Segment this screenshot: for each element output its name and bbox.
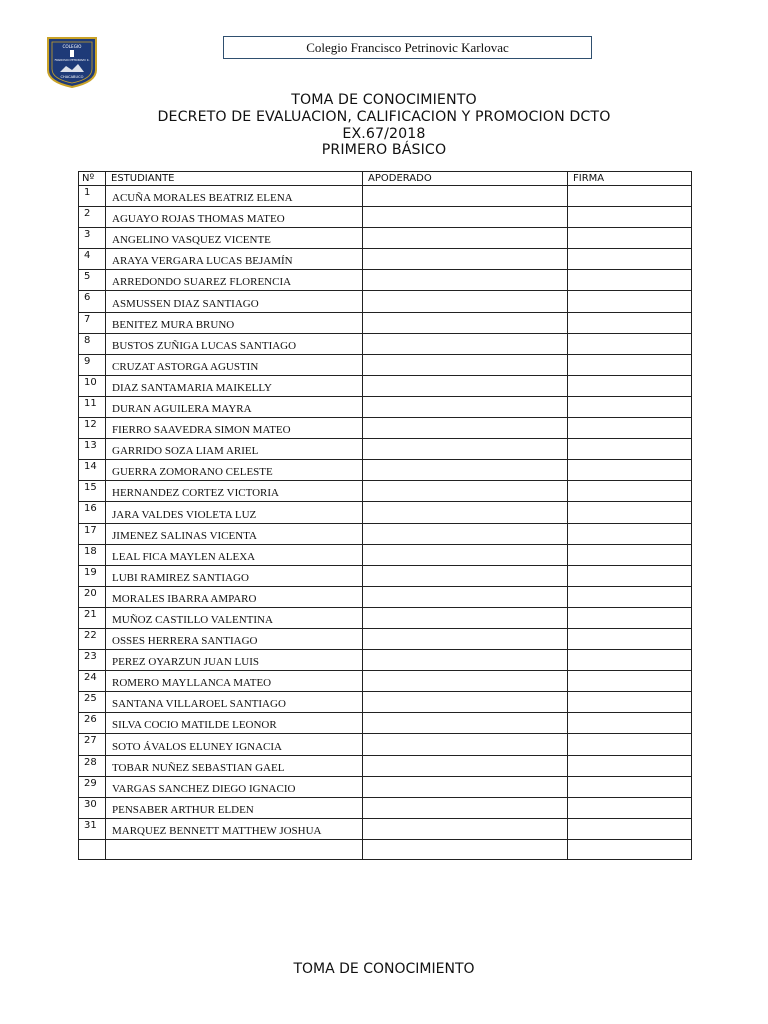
row-number-cell (79, 734, 106, 755)
guardian-cell (363, 396, 568, 417)
document-title (0, 92, 768, 159)
row-number: 26 (84, 714, 97, 726)
student-name: PENSABER ARTHUR ELDEN (106, 797, 363, 818)
table-row (79, 797, 692, 818)
row-number-cell (79, 333, 106, 354)
signature-cell (568, 776, 692, 797)
row-number-cell (79, 291, 106, 312)
row-number: 16 (84, 503, 97, 515)
row-number: 22 (84, 629, 97, 641)
guardian-cell (363, 818, 568, 839)
row-number-cell (79, 607, 106, 628)
guardian-cell (363, 207, 568, 228)
student-name: GUERRA ZOMORANO CELESTE (106, 460, 363, 481)
student-name: JARA VALDES VIOLETA LUZ (106, 502, 363, 523)
student-name: DIAZ SANTAMARIA MAIKELLY (106, 375, 363, 396)
row-number-cell (79, 207, 106, 228)
guardian-cell (363, 333, 568, 354)
table-row (79, 776, 692, 797)
row-number: 1 (84, 187, 91, 198)
row-number-cell (79, 818, 106, 839)
guardian-cell (363, 671, 568, 692)
guardian-cell (363, 776, 568, 797)
table-row (79, 565, 692, 586)
student-name: ARAYA VERGARA LUCAS BEJAMÍN (106, 249, 363, 270)
signature-cell (568, 312, 692, 333)
table-row (79, 375, 692, 396)
student-name: SOTO ÁVALOS ELUNEY IGNACIA (106, 734, 363, 755)
signature-cell (568, 734, 692, 755)
guardian-cell (363, 249, 568, 270)
table-row (79, 523, 692, 544)
school-crest-icon (46, 36, 98, 89)
student-name: VARGAS SANCHEZ DIEGO IGNACIO (106, 776, 363, 797)
row-number: 27 (84, 735, 97, 747)
header-signature: FIRMA (568, 172, 692, 186)
table-row (79, 713, 692, 734)
row-number: 20 (84, 587, 97, 599)
student-name: ACUÑA MORALES BEATRIZ ELENA (106, 186, 363, 207)
row-number: 14 (84, 461, 97, 473)
row-number: 25 (84, 693, 97, 705)
table-row (79, 818, 692, 839)
row-number-cell (79, 650, 106, 671)
table-row (79, 692, 692, 713)
table-row (79, 333, 692, 354)
table-row (79, 755, 692, 776)
footer-title: TOMA DE CONOCIMIENTO (293, 961, 475, 977)
row-number-cell (79, 502, 106, 523)
guardian-cell (363, 375, 568, 396)
crest-middle-text: FRANCISCO PETRINOVIC K. (54, 59, 90, 62)
student-name: LUBI RAMIREZ SANTIAGO (106, 565, 363, 586)
signature-cell (568, 818, 692, 839)
signature-cell (568, 671, 692, 692)
row-number: 29 (84, 777, 97, 789)
table-row (79, 671, 692, 692)
crest-bottom-text: CHACABUCO (60, 75, 84, 79)
row-number: 3 (84, 229, 91, 241)
table-row (79, 249, 692, 270)
row-number-cell (79, 312, 106, 333)
signature-cell (568, 249, 692, 270)
guardian-cell (363, 628, 568, 649)
student-name: HERNANDEZ CORTEZ VICTORIA (106, 481, 363, 502)
table-row (79, 354, 692, 375)
row-number-cell (79, 375, 106, 396)
student-name: BUSTOS ZUÑIGA LUCAS SANTIAGO (106, 333, 363, 354)
table-row (79, 186, 692, 207)
guardian-cell (363, 502, 568, 523)
row-number-cell (79, 270, 106, 291)
row-number: 23 (84, 651, 97, 663)
guardian-cell (363, 544, 568, 565)
row-number-cell (79, 671, 106, 692)
blank-cell (79, 839, 106, 859)
row-number: 31 (84, 819, 97, 831)
row-number-cell (79, 544, 106, 565)
signature-cell (568, 650, 692, 671)
row-number: 12 (84, 419, 97, 431)
row-number: 15 (84, 482, 97, 494)
signature-cell (568, 354, 692, 375)
row-number: 9 (84, 355, 91, 367)
signature-cell (568, 228, 692, 249)
guardian-cell (363, 228, 568, 249)
signature-cell (568, 797, 692, 818)
signature-cell (568, 439, 692, 460)
guardian-cell (363, 312, 568, 333)
row-number: 2 (84, 208, 91, 220)
guardian-cell (363, 354, 568, 375)
guardian-cell (363, 186, 568, 207)
student-name: DURAN AGUILERA MAYRA (106, 396, 363, 417)
blank-table-row (79, 839, 692, 859)
row-number-cell (79, 186, 106, 207)
student-roster-table (78, 171, 692, 860)
student-name: LEAL FICA MAYLEN ALEXA (106, 544, 363, 565)
row-number-cell (79, 565, 106, 586)
table-row (79, 544, 692, 565)
student-name: PEREZ OYARZUN JUAN LUIS (106, 650, 363, 671)
student-name: MARQUEZ BENNETT MATTHEW JOSHUA (106, 818, 363, 839)
guardian-cell (363, 565, 568, 586)
guardian-cell (363, 439, 568, 460)
row-number-cell (79, 776, 106, 797)
row-number: 17 (84, 524, 97, 536)
student-name: ANGELINO VASQUEZ VICENTE (106, 228, 363, 249)
table-row (79, 460, 692, 481)
student-name: ARREDONDO SUAREZ FLORENCIA (106, 270, 363, 291)
signature-cell (568, 333, 692, 354)
signature-cell (568, 544, 692, 565)
school-name-box: Colegio Francisco Petrinovic Karlovac (223, 36, 592, 59)
row-number: 5 (84, 271, 91, 283)
student-name: JIMENEZ SALINAS VICENTA (106, 523, 363, 544)
table-row (79, 312, 692, 333)
guardian-cell (363, 523, 568, 544)
row-number: 8 (84, 334, 91, 346)
student-name: AGUAYO ROJAS THOMAS MATEO (106, 207, 363, 228)
signature-cell (568, 628, 692, 649)
student-name: ASMUSSEN DIAZ SANTIAGO (106, 291, 363, 312)
table-header-row (79, 172, 692, 186)
table-row (79, 607, 692, 628)
table-row (79, 270, 692, 291)
row-number-cell (79, 586, 106, 607)
table-row (79, 628, 692, 649)
row-number: 4 (84, 250, 91, 262)
signature-cell (568, 291, 692, 312)
table-row (79, 650, 692, 671)
row-number: 13 (84, 440, 97, 452)
student-name: MORALES IBARRA AMPARO (106, 586, 363, 607)
row-number: 7 (84, 313, 91, 325)
guardian-cell (363, 460, 568, 481)
row-number: 10 (84, 376, 97, 388)
student-name: OSSES HERRERA SANTIAGO (106, 628, 363, 649)
student-name: FIERRO SAAVEDRA SIMON MATEO (106, 418, 363, 439)
row-number-cell (79, 523, 106, 544)
student-name: CRUZAT ASTORGA AGUSTIN (106, 354, 363, 375)
signature-cell (568, 713, 692, 734)
signature-cell (568, 523, 692, 544)
signature-cell (568, 481, 692, 502)
blank-cell (106, 839, 363, 859)
blank-cell (363, 839, 568, 859)
guardian-cell (363, 607, 568, 628)
table-row (79, 586, 692, 607)
student-name: MUÑOZ CASTILLO VALENTINA (106, 607, 363, 628)
student-name: BENITEZ MURA BRUNO (106, 312, 363, 333)
row-number: 6 (84, 292, 91, 304)
row-number-cell (79, 692, 106, 713)
row-number-cell (79, 249, 106, 270)
title-line-4: PRIMERO BÁSICO (321, 142, 447, 159)
row-number-cell (79, 418, 106, 439)
table-row (79, 734, 692, 755)
signature-cell (568, 607, 692, 628)
guardian-cell (363, 291, 568, 312)
row-number-cell (79, 628, 106, 649)
guardian-cell (363, 713, 568, 734)
row-number-cell (79, 439, 106, 460)
signature-cell (568, 755, 692, 776)
signature-cell (568, 207, 692, 228)
guardian-cell (363, 650, 568, 671)
signature-cell (568, 396, 692, 417)
row-number: 19 (84, 566, 97, 578)
guardian-cell (363, 481, 568, 502)
signature-cell (568, 270, 692, 291)
row-number-cell (79, 797, 106, 818)
row-number-cell (79, 460, 106, 481)
signature-cell (568, 186, 692, 207)
row-number: 21 (84, 608, 97, 620)
signature-cell (568, 375, 692, 396)
title-line-3: EX.67/2018 (342, 125, 426, 142)
guardian-cell (363, 734, 568, 755)
title-line-1: TOMA DE CONOCIMIENTO (291, 92, 477, 108)
blank-cell (568, 839, 692, 859)
header-student: ESTUDIANTE (106, 172, 363, 186)
student-name: TOBAR NUÑEZ SEBASTIAN GAEL (106, 755, 363, 776)
table-row (79, 481, 692, 502)
student-name: SILVA COCIO MATILDE LEONOR (106, 713, 363, 734)
guardian-cell (363, 586, 568, 607)
signature-cell (568, 502, 692, 523)
guardian-cell (363, 692, 568, 713)
row-number-cell (79, 713, 106, 734)
signature-cell (568, 692, 692, 713)
row-number: 28 (84, 756, 97, 768)
row-number: 11 (84, 397, 97, 409)
row-number-cell (79, 755, 106, 776)
table-row (79, 228, 692, 249)
signature-cell (568, 565, 692, 586)
header-number: Nº (79, 172, 106, 186)
row-number: 18 (84, 545, 97, 557)
student-name: ROMERO MAYLLANCA MATEO (106, 671, 363, 692)
row-number-cell (79, 481, 106, 502)
row-number-cell (79, 354, 106, 375)
title-line-2: DECRETO DE EVALUACION, CALIFICACION Y PROMOCION DCTO (157, 108, 611, 125)
table-row (79, 291, 692, 312)
table-row (79, 207, 692, 228)
guardian-cell (363, 418, 568, 439)
row-number: 30 (84, 798, 97, 810)
table-row (79, 502, 692, 523)
signature-cell (568, 418, 692, 439)
student-name: SANTANA VILLAROEL SANTIAGO (106, 692, 363, 713)
row-number-cell (79, 396, 106, 417)
row-number-cell (79, 228, 106, 249)
table-row (79, 396, 692, 417)
signature-cell (568, 460, 692, 481)
guardian-cell (363, 755, 568, 776)
header-guardian: APODERADO (363, 172, 568, 186)
guardian-cell (363, 270, 568, 291)
table-row (79, 439, 692, 460)
signature-cell (568, 586, 692, 607)
student-name: GARRIDO SOZA LIAM ARIEL (106, 439, 363, 460)
crest-top-text: COLEGIO (62, 44, 82, 49)
table-row (79, 418, 692, 439)
row-number: 24 (84, 672, 97, 684)
guardian-cell (363, 797, 568, 818)
